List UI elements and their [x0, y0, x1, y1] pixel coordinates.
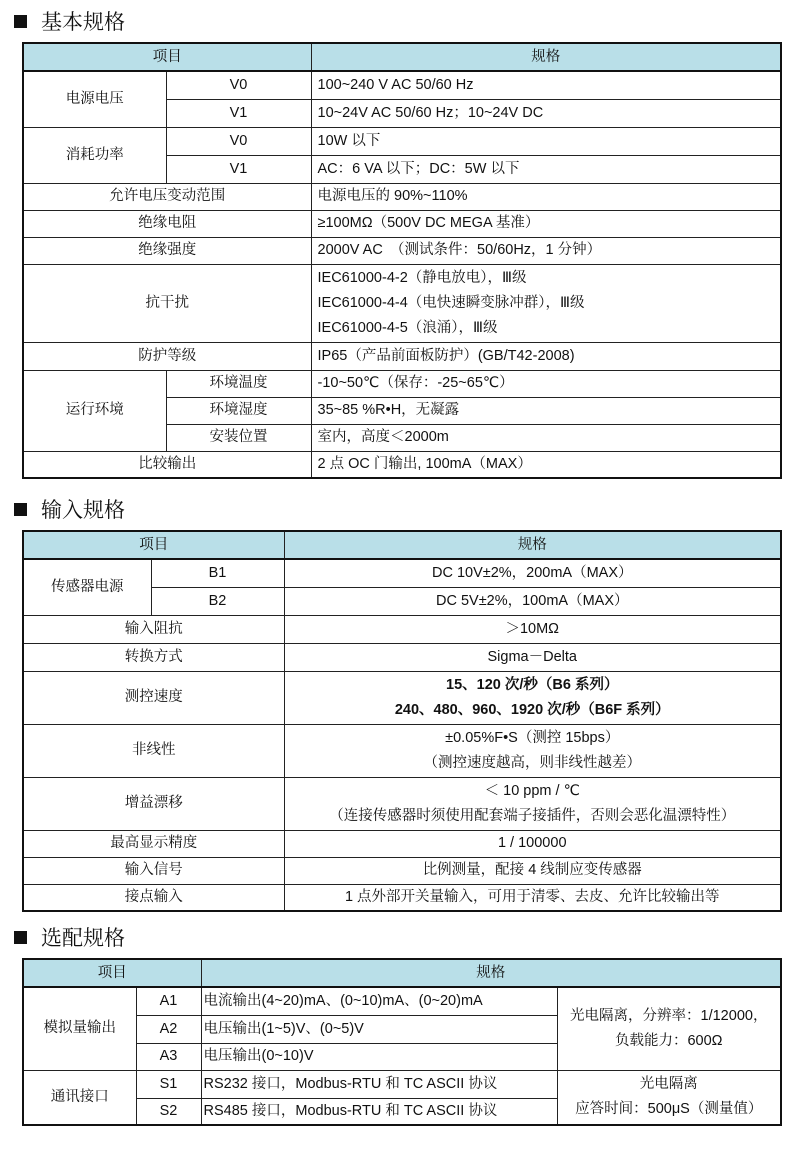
row-value: 10W 以下 — [311, 127, 781, 155]
row-value: 电压输出(1~5)V、(0~5)V — [201, 1015, 557, 1043]
square-bullet-icon — [14, 931, 27, 944]
input-spec-table — [22, 530, 782, 912]
sub-code: B1 — [151, 559, 284, 587]
sub-code: A2 — [136, 1015, 201, 1043]
row-value: 电压输出(0~10)V — [201, 1043, 557, 1070]
option-spec-table — [22, 958, 782, 1126]
header-spec: 规格 — [311, 43, 781, 71]
row-label: 防护等级 — [23, 342, 311, 370]
row-value: 15、120 次/秒（B6 系列） 240、480、960、1920 次/秒（B6F 系列） — [284, 671, 781, 724]
square-bullet-icon — [14, 503, 27, 516]
row-label: 测控速度 — [23, 671, 284, 724]
sub-code: V1 — [166, 99, 311, 127]
row-label: 运行环境 — [23, 370, 166, 451]
row-value: 1 点外部开关量输入，可用于清零、去皮、允许比较输出等 — [284, 884, 781, 911]
row-value: 10~24V AC 50/60 Hz；10~24V DC — [311, 99, 781, 127]
row-label: 绝缘强度 — [23, 237, 311, 264]
row-value: DC 5V±2%，100mA（MAX） — [284, 587, 781, 615]
row-value: ±0.05%F•S（测控 15bps） （测控速度越高，则非线性越差） — [284, 724, 781, 777]
sub-code: V1 — [166, 155, 311, 183]
row-value: IP65（产品前面板防护）(GB/T42-2008) — [311, 342, 781, 370]
row-value: RS485 接口，Modbus-RTU 和 TC ASCII 协议 — [201, 1098, 557, 1125]
sub-label: 环境温度 — [166, 370, 311, 397]
row-label: 输入阻抗 — [23, 615, 284, 643]
header-item: 项目 — [23, 959, 201, 987]
row-value: 100~240 V AC 50/60 Hz — [311, 71, 781, 99]
row-label: 抗干扰 — [23, 264, 311, 342]
header-spec: 规格 — [284, 531, 781, 559]
row-label: 电源电压 — [23, 71, 166, 127]
row-value: 比例测量，配接 4 线制应变传感器 — [284, 857, 781, 884]
sub-code: V0 — [166, 71, 311, 99]
sub-code: A1 — [136, 987, 201, 1015]
sub-label: 环境湿度 — [166, 397, 311, 424]
row-value: ＜ 10 ppm / ℃ （连接传感器时须使用配套端子接插件，否则会恶化温漂特性） — [284, 777, 781, 830]
row-value: Sigma－Delta — [284, 643, 781, 671]
row-value: ＞10MΩ — [284, 615, 781, 643]
row-value: 室内，高度＜2000m — [311, 424, 781, 451]
sub-code: B2 — [151, 587, 284, 615]
sub-code: S2 — [136, 1098, 201, 1125]
header-item: 项目 — [23, 43, 311, 71]
row-value: 电流输出(4~20)mA、(0~10)mA、(0~20)mA — [201, 987, 557, 1015]
section-title-input: 输入规格 — [14, 494, 125, 524]
row-value: -10~50℃（保存：-25~65℃） — [311, 370, 781, 397]
sub-code: S1 — [136, 1070, 201, 1098]
row-value: ≥100MΩ（500V DC MEGA 基准） — [311, 210, 781, 237]
row-value: 2 点 OC 门输出, 100mA（MAX） — [311, 451, 781, 478]
row-label: 接点输入 — [23, 884, 284, 911]
row-value: 35~85 %R•H，无凝露 — [311, 397, 781, 424]
row-label: 消耗功率 — [23, 127, 166, 183]
row-value: 2000V AC （测试条件：50/60Hz，1 分钟） — [311, 237, 781, 264]
row-label: 比较输出 — [23, 451, 311, 478]
row-label: 允许电压变动范围 — [23, 183, 311, 210]
square-bullet-icon — [14, 15, 27, 28]
analog-note: 光电隔离，分辨率：1/12000， 负载能力：600Ω — [557, 987, 781, 1070]
header-item: 项目 — [23, 531, 284, 559]
row-value: DC 10V±2%，200mA（MAX） — [284, 559, 781, 587]
row-label: 通讯接口 — [23, 1070, 136, 1125]
row-label: 最高显示精度 — [23, 830, 284, 857]
basic-spec-table — [22, 42, 782, 479]
row-label: 非线性 — [23, 724, 284, 777]
row-value: 电源电压的 90%~110% — [311, 183, 781, 210]
row-label: 转换方式 — [23, 643, 284, 671]
row-label: 增益漂移 — [23, 777, 284, 830]
section-title-option: 选配规格 — [14, 922, 125, 952]
comm-note: 光电隔离 应答时间：500μS（测量值） — [557, 1070, 781, 1125]
sub-code: V0 — [166, 127, 311, 155]
row-label: 输入信号 — [23, 857, 284, 884]
row-label: 传感器电源 — [23, 559, 151, 615]
sub-code: A3 — [136, 1043, 201, 1070]
header-spec: 规格 — [201, 959, 781, 987]
row-value: AC：6 VA 以下；DC：5W 以下 — [311, 155, 781, 183]
row-value: 1 / 100000 — [284, 830, 781, 857]
row-label: 绝缘电阻 — [23, 210, 311, 237]
sub-label: 安装位置 — [166, 424, 311, 451]
row-value: RS232 接口，Modbus-RTU 和 TC ASCII 协议 — [201, 1070, 557, 1098]
row-value: IEC61000-4-2（静电放电），Ⅲ级 IEC61000-4-4（电快速瞬变脉冲群），Ⅲ级 IEC61000-4-5（浪涌），Ⅲ级 — [311, 264, 781, 342]
row-label: 模拟量输出 — [23, 987, 136, 1070]
section-title-basic: 基本规格 — [14, 6, 125, 36]
